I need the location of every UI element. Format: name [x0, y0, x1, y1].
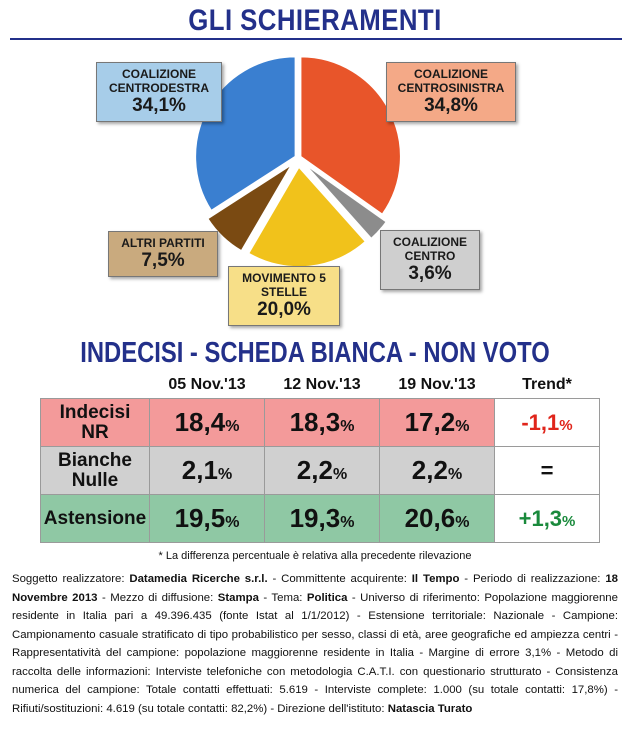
row-label-line: Indecisi: [59, 401, 131, 423]
table-cell: [380, 447, 495, 495]
slice-value: 7,5%: [141, 250, 185, 271]
unit: %: [562, 512, 576, 530]
column-header: Trend*: [522, 376, 572, 393]
slice-name: COALIZIONE CENTRODESTRA: [108, 67, 209, 95]
cell-value: 19,3: [289, 503, 341, 533]
cell-value: 18,4: [174, 407, 226, 437]
method-text: - Mezzo di diffusione:: [97, 591, 218, 604]
cell-value: 2,2: [411, 455, 448, 485]
cell-value: 17,2: [404, 407, 456, 437]
trend-value: +1,3: [518, 505, 563, 531]
method-text: - Periodo di realizzazione:: [459, 573, 606, 585]
chart-title: GLI SCHIERAMENTI: [188, 4, 442, 37]
method-text: Soggetto realizzatore:: [12, 573, 130, 585]
cell-value: 19,5: [174, 503, 226, 533]
corner-header: [41, 372, 150, 399]
slice-name: ALTRI PARTITI: [121, 236, 205, 250]
row-label-line: Bianche: [58, 449, 132, 471]
slice-value: 34,1%: [132, 95, 186, 116]
row-label: [41, 399, 150, 447]
column-header: 19 Nov.'13: [398, 376, 476, 393]
slice-value: 3,6%: [408, 263, 452, 284]
trend-cell: [495, 447, 600, 495]
cell-value: 18,3: [289, 407, 341, 437]
slice-name: MOVIMENTO 5 STELLE: [242, 271, 326, 299]
row-label-line: NR: [81, 421, 109, 443]
unit: %: [225, 514, 240, 531]
method-highlight: Stampa: [217, 591, 259, 604]
slice-name: COALIZIONE CENTROSINISTRA: [397, 67, 505, 95]
label-centrodestra: [96, 62, 222, 122]
table-cell: [150, 399, 265, 447]
table-row: [41, 495, 600, 543]
table-cell: [265, 495, 380, 543]
table-title: INDECISI - SCHEDA BIANCA - NON VOTO: [80, 337, 550, 369]
unit: %: [455, 418, 470, 435]
table-cell: [380, 495, 495, 543]
results-table: [40, 372, 600, 543]
trend-cell: [495, 399, 600, 447]
column-header: 12 Nov.'13: [283, 376, 361, 393]
table-cell: [150, 447, 265, 495]
table-cell: [150, 495, 265, 543]
trend-value: -1,1: [521, 409, 560, 435]
unit: %: [559, 416, 573, 434]
slice-value: 20,0%: [257, 299, 311, 320]
column-header: 05 Nov.'13: [168, 376, 246, 393]
table-cell: [265, 447, 380, 495]
method-highlight: Datamedia Ricerche s.r.l.: [129, 573, 268, 585]
table-cell: [380, 399, 495, 447]
row-label: [41, 495, 150, 543]
cell-value: 2,1: [181, 455, 218, 485]
unit: %: [340, 514, 355, 531]
cell-value: 2,2: [296, 455, 333, 485]
method-text: - Committente acquirente:: [267, 573, 412, 585]
row-label-line: Astensione: [43, 507, 147, 529]
table-row: [41, 447, 600, 495]
slice-name: COALIZIONE CENTRO: [393, 235, 467, 263]
unit: %: [217, 466, 233, 483]
unit: %: [455, 514, 470, 531]
table-cell: [265, 399, 380, 447]
unit: %: [332, 466, 348, 483]
method-highlight: Politica: [306, 591, 348, 604]
row-label-line: Nulle: [71, 469, 119, 491]
label-altri: [108, 231, 218, 277]
trend-value: =: [540, 457, 554, 483]
method-highlight: Natascia Turato: [387, 702, 473, 715]
table-row: [41, 399, 600, 447]
label-m5s: [228, 266, 340, 326]
method-text: - Universo di riferimento: Popolazione maggiorenne residente in Italia pari a 49.396.435 (fonte Istat al 1/1/2012) - Estensione territoriale: Nazionale - Campione: Campionamento casuale stratificato di tipo probabilistico per sesso, classi di età, aree geografiche ed ampiezza centri - Rappresentatività del campione: popolazione maggiorenne residente in Italia - Margine di errore 3,1% - Metodo di raccolta delle informazioni: Interviste telefoniche con metodologia C.A.T.I. con questionario strutturato - Consistenza numerica del campione: Totale contatti effettuati: 5.619 - Interviste complete: 1.000 (su totale contatti: 17,8%) - Rifiuti/sostituzioni: 4.619 (su totale contatti: 82,2%) - Direzione dell'istituto:: [12, 591, 618, 715]
unit: %: [225, 418, 240, 435]
footnote: * La differenza percentuale è relativa alla precedente rilevazione: [158, 550, 472, 562]
trend-cell: [495, 495, 600, 543]
label-centrosinistra: [386, 62, 516, 122]
method-text: - Tema:: [258, 591, 307, 604]
unit: %: [340, 418, 355, 435]
unit: %: [447, 466, 463, 483]
method-highlight: Il Tempo: [411, 573, 460, 585]
label-centro: [380, 230, 480, 290]
methodology-note: [12, 570, 618, 718]
cell-value: 20,6: [404, 503, 456, 533]
method-highlight: 18 Novembre 2013: [12, 573, 618, 604]
row-label: [41, 447, 150, 495]
slice-value: 34,8%: [424, 95, 478, 116]
